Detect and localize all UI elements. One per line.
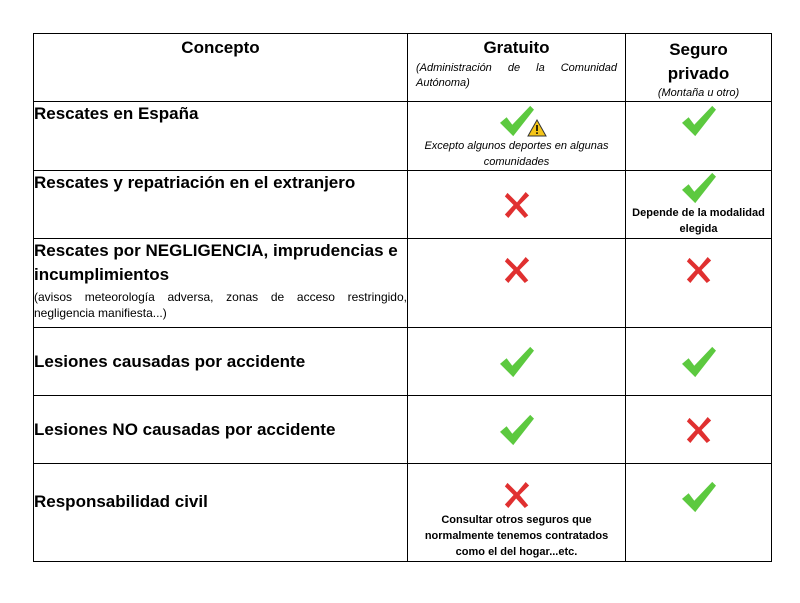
seguro-cell [626, 396, 772, 464]
check-mark-icon [498, 413, 536, 447]
seguro-cell [626, 102, 772, 171]
header-seguro-line1: Seguro [669, 40, 728, 59]
cross-mark-icon [504, 190, 530, 220]
table-row [34, 171, 772, 239]
concept-cell [34, 396, 408, 464]
check-mark-icon [680, 171, 718, 205]
gratuito-cell [408, 464, 626, 562]
comparison-table [33, 33, 772, 562]
header-seguro [626, 34, 772, 102]
header-gratuito [408, 34, 626, 102]
table-row [34, 464, 772, 562]
header-gratuito-label: Gratuito [483, 38, 550, 57]
concept-note: (avisos meteorología adversa, zonas de acceso restringido, negligencia manifiesta...) [34, 290, 407, 320]
table-row [34, 396, 772, 464]
concept-label: Rescates por NEGLIGENCIA, imprudencias e incumplimientos [34, 241, 398, 284]
warning-icon [527, 119, 547, 137]
check-mark-icon [498, 345, 536, 379]
seguro-cell [626, 171, 772, 239]
table-row [34, 239, 772, 328]
header-concepto-label: Concepto [181, 38, 260, 57]
table-row [34, 328, 772, 396]
gratuito-cell [408, 328, 626, 396]
cross-mark-icon [504, 480, 530, 510]
concept-label: Rescates y repatriación en el extranjero [34, 173, 356, 192]
table-row [34, 102, 772, 171]
gratuito-cell [408, 396, 626, 464]
seguro-cell [626, 328, 772, 396]
gratuito-cell [408, 239, 626, 328]
header-row [34, 34, 772, 102]
check-mark-icon [680, 480, 718, 514]
cross-mark-icon [686, 415, 712, 445]
gratuito-cell [408, 102, 626, 171]
header-seguro-sub: (Montaña u otro) [657, 87, 740, 99]
cross-mark-icon [686, 255, 712, 285]
header-concepto [34, 34, 408, 102]
gratuito-note: Consultar otros seguros que normalmente tenemos contratados como el del hogar...etc. [424, 514, 609, 558]
concept-label: Lesiones NO causadas por accidente [34, 419, 336, 439]
gratuito-note: Excepto algunos deportes en algunas comunidades [424, 140, 609, 168]
header-gratuito-sub: (Administración de la Comunidad Autónoma) [416, 62, 617, 89]
concept-cell [34, 464, 408, 562]
concept-label: Responsabilidad civil [34, 492, 208, 511]
concept-label: Rescates en España [34, 104, 199, 123]
header-seguro-line2: privado [667, 64, 730, 83]
check-mark-icon [680, 345, 718, 379]
concept-cell [34, 171, 408, 239]
seguro-note: Depende de la modalidad elegida [632, 207, 765, 235]
check-mark-icon [680, 104, 718, 138]
gratuito-cell [408, 171, 626, 239]
concept-cell [34, 102, 408, 171]
cross-mark-icon [504, 255, 530, 285]
concept-cell [34, 328, 408, 396]
concept-label: Lesiones causadas por accidente [34, 351, 306, 371]
concept-cell [34, 239, 408, 328]
seguro-cell [626, 464, 772, 562]
seguro-cell [626, 239, 772, 328]
